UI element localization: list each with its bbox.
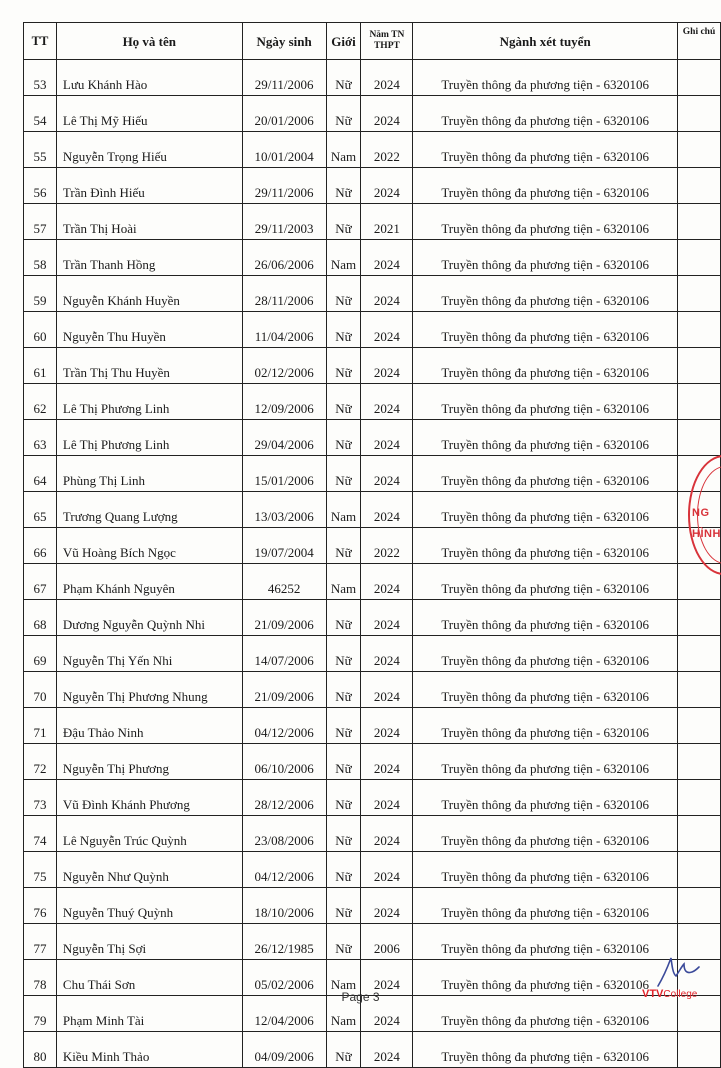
date-of-birth-cell: 04/12/2006: [242, 852, 326, 888]
note-cell: [678, 168, 721, 204]
student-name-cell: Nguyễn Thị Yến Nhi: [56, 636, 242, 672]
gender-cell: Nữ: [326, 456, 361, 492]
table-row: [24, 276, 721, 312]
admission-major-cell: Truyền thông đa phương tiện - 6320106: [413, 312, 678, 348]
table-row: [24, 60, 721, 96]
student-name-cell: Nguyễn Thu Huyền: [56, 312, 242, 348]
row-number-cell: 79: [24, 996, 57, 1032]
date-of-birth-cell: 15/01/2006: [242, 456, 326, 492]
admission-major-cell: Truyền thông đa phương tiện - 6320106: [413, 708, 678, 744]
logo-suffix: College: [663, 989, 698, 1000]
student-name-cell: Trần Thị Thu Huyền: [56, 348, 242, 384]
table-row: [24, 1032, 721, 1068]
gender-cell: Nữ: [326, 1032, 361, 1068]
gender-cell: Nữ: [326, 312, 361, 348]
student-name-cell: Nguyễn Thuý Quỳnh: [56, 888, 242, 924]
admission-major-cell: Truyền thông đa phương tiện - 6320106: [413, 240, 678, 276]
header-name: Họ và tên: [56, 23, 242, 60]
row-number-cell: 76: [24, 888, 57, 924]
student-name-cell: Nguyễn Như Quỳnh: [56, 852, 242, 888]
graduation-year-cell: 2024: [361, 708, 413, 744]
note-cell: [678, 204, 721, 240]
row-number-cell: 66: [24, 528, 57, 564]
student-name-cell: Đậu Thảo Ninh: [56, 708, 242, 744]
student-name-cell: Lê Thị Mỹ Hiếu: [56, 96, 242, 132]
table-row: [24, 312, 721, 348]
row-number-cell: 60: [24, 312, 57, 348]
row-number-cell: 54: [24, 96, 57, 132]
date-of-birth-cell: 21/09/2006: [242, 600, 326, 636]
note-cell: [678, 1032, 721, 1068]
date-of-birth-cell: 29/11/2006: [242, 168, 326, 204]
gender-cell: Nữ: [326, 60, 361, 96]
graduation-year-cell: 2024: [361, 420, 413, 456]
admission-major-cell: Truyền thông đa phương tiện - 6320106: [413, 132, 678, 168]
student-name-cell: Nguyễn Khánh Huyền: [56, 276, 242, 312]
graduation-year-cell: 2022: [361, 132, 413, 168]
admission-major-cell: Truyền thông đa phương tiện - 6320106: [413, 168, 678, 204]
date-of-birth-cell: 46252: [242, 564, 326, 600]
student-name-cell: Nguyễn Thị Phương: [56, 744, 242, 780]
student-name-cell: Lưu Khánh Hào: [56, 60, 242, 96]
note-cell: [678, 852, 721, 888]
student-name-cell: Nguyễn Thị Phương Nhung: [56, 672, 242, 708]
row-number-cell: 74: [24, 816, 57, 852]
gender-cell: Nữ: [326, 852, 361, 888]
admission-major-cell: Truyền thông đa phương tiện - 6320106: [413, 276, 678, 312]
gender-cell: Nữ: [326, 636, 361, 672]
table-row: [24, 636, 721, 672]
graduation-year-cell: 2024: [361, 744, 413, 780]
graduation-year-cell: 2024: [361, 384, 413, 420]
table-body: [24, 60, 721, 1068]
gender-cell: Nam: [326, 564, 361, 600]
gender-cell: Nữ: [326, 168, 361, 204]
table-row: [24, 744, 721, 780]
red-seal-stamp: [688, 455, 721, 580]
note-cell: [678, 348, 721, 384]
gender-cell: Nữ: [326, 924, 361, 960]
table-row: [24, 132, 721, 168]
row-number-cell: 57: [24, 204, 57, 240]
graduation-year-cell: 2024: [361, 456, 413, 492]
graduation-year-cell: 2024: [361, 672, 413, 708]
gender-cell: Nữ: [326, 204, 361, 240]
student-name-cell: Trần Thanh Hồng: [56, 240, 242, 276]
table-row: [24, 528, 721, 564]
table-row: [24, 204, 721, 240]
logo-wordmark: [642, 988, 697, 1000]
admission-major-cell: Truyền thông đa phương tiện - 6320106: [413, 60, 678, 96]
row-number-cell: 58: [24, 240, 57, 276]
row-number-cell: 68: [24, 600, 57, 636]
date-of-birth-cell: 21/09/2006: [242, 672, 326, 708]
table-row: [24, 348, 721, 384]
note-cell: [678, 600, 721, 636]
row-number-cell: 55: [24, 132, 57, 168]
table-row: [24, 420, 721, 456]
table-row: [24, 672, 721, 708]
date-of-birth-cell: 12/04/2006: [242, 996, 326, 1032]
graduation-year-cell: 2024: [361, 492, 413, 528]
gender-cell: Nữ: [326, 888, 361, 924]
student-name-cell: Phùng Thị Linh: [56, 456, 242, 492]
stamp-text-line2: HÌNH: [692, 528, 721, 540]
date-of-birth-cell: 28/11/2006: [242, 276, 326, 312]
gender-cell: Nữ: [326, 708, 361, 744]
admission-major-cell: Truyền thông đa phương tiện - 6320106: [413, 672, 678, 708]
note-cell: [678, 780, 721, 816]
date-of-birth-cell: 23/08/2006: [242, 816, 326, 852]
table-row: [24, 924, 721, 960]
college-logo: [640, 952, 721, 1002]
header-gender: Giới: [326, 23, 361, 60]
graduation-year-cell: 2024: [361, 1032, 413, 1068]
gender-cell: Nữ: [326, 528, 361, 564]
header-dob: Ngày sinh: [242, 23, 326, 60]
graduation-year-cell: 2024: [361, 888, 413, 924]
date-of-birth-cell: 02/12/2006: [242, 348, 326, 384]
date-of-birth-cell: 29/04/2006: [242, 420, 326, 456]
student-name-cell: Trương Quang Lượng: [56, 492, 242, 528]
table-row: [24, 492, 721, 528]
header-major: Ngành xét tuyển: [413, 23, 678, 60]
student-name-cell: Lê Thị Phương Linh: [56, 420, 242, 456]
row-number-cell: 61: [24, 348, 57, 384]
date-of-birth-cell: 20/01/2006: [242, 96, 326, 132]
student-name-cell: Vũ Hoàng Bích Ngọc: [56, 528, 242, 564]
row-number-cell: 70: [24, 672, 57, 708]
note-cell: [678, 60, 721, 96]
graduation-year-cell: 2024: [361, 780, 413, 816]
row-number-cell: 56: [24, 168, 57, 204]
admission-major-cell: Truyền thông đa phương tiện - 6320106: [413, 636, 678, 672]
note-cell: [678, 672, 721, 708]
row-number-cell: 75: [24, 852, 57, 888]
row-number-cell: 62: [24, 384, 57, 420]
gender-cell: Nữ: [326, 816, 361, 852]
admission-major-cell: Truyền thông đa phương tiện - 6320106: [413, 996, 678, 1032]
student-name-cell: Nguyễn Thị Sợi: [56, 924, 242, 960]
date-of-birth-cell: 13/03/2006: [242, 492, 326, 528]
note-cell: [678, 132, 721, 168]
graduation-year-cell: 2021: [361, 204, 413, 240]
student-name-cell: Trần Thị Hoài: [56, 204, 242, 240]
table-row: [24, 600, 721, 636]
graduation-year-cell: 2024: [361, 96, 413, 132]
table-row: [24, 852, 721, 888]
student-name-cell: Kiều Minh Thảo: [56, 1032, 242, 1068]
row-number-cell: 63: [24, 420, 57, 456]
student-name-cell: Trần Đình Hiếu: [56, 168, 242, 204]
note-cell: [678, 276, 721, 312]
graduation-year-cell: 2024: [361, 240, 413, 276]
table-row: [24, 384, 721, 420]
date-of-birth-cell: 12/09/2006: [242, 384, 326, 420]
row-number-cell: 53: [24, 60, 57, 96]
row-number-cell: 64: [24, 456, 57, 492]
row-number-cell: 65: [24, 492, 57, 528]
graduation-year-cell: 2024: [361, 348, 413, 384]
note-cell: [678, 420, 721, 456]
graduation-year-cell: 2024: [361, 960, 413, 996]
admission-major-cell: Truyền thông đa phương tiện - 6320106: [413, 564, 678, 600]
gender-cell: Nam: [326, 132, 361, 168]
date-of-birth-cell: 26/12/1985: [242, 924, 326, 960]
note-cell: [678, 240, 721, 276]
table-row: [24, 816, 721, 852]
note-cell: [678, 636, 721, 672]
date-of-birth-cell: 14/07/2006: [242, 636, 326, 672]
row-number-cell: 72: [24, 744, 57, 780]
row-number-cell: 77: [24, 924, 57, 960]
date-of-birth-cell: 19/07/2004: [242, 528, 326, 564]
date-of-birth-cell: 18/10/2006: [242, 888, 326, 924]
date-of-birth-cell: 05/02/2006: [242, 960, 326, 996]
gender-cell: Nữ: [326, 744, 361, 780]
graduation-year-cell: 2024: [361, 852, 413, 888]
gender-cell: Nữ: [326, 600, 361, 636]
admission-major-cell: Truyền thông đa phương tiện - 6320106: [413, 420, 678, 456]
gender-cell: Nữ: [326, 420, 361, 456]
header-tt: TT: [24, 23, 57, 60]
row-number-cell: 69: [24, 636, 57, 672]
date-of-birth-cell: 28/12/2006: [242, 780, 326, 816]
header-note: Ghi chú: [678, 23, 721, 60]
gender-cell: Nữ: [326, 384, 361, 420]
admission-major-cell: Truyền thông đa phương tiện - 6320106: [413, 744, 678, 780]
student-name-cell: Phạm Khánh Nguyên: [56, 564, 242, 600]
table-row: [24, 708, 721, 744]
date-of-birth-cell: 26/06/2006: [242, 240, 326, 276]
note-cell: [678, 708, 721, 744]
admission-major-cell: Truyền thông đa phương tiện - 6320106: [413, 348, 678, 384]
student-name-cell: Lê Nguyễn Trúc Quỳnh: [56, 816, 242, 852]
graduation-year-cell: 2024: [361, 60, 413, 96]
admission-major-cell: Truyền thông đa phương tiện - 6320106: [413, 780, 678, 816]
row-number-cell: 71: [24, 708, 57, 744]
stamp-text-line1: NG: [692, 507, 710, 519]
date-of-birth-cell: 06/10/2006: [242, 744, 326, 780]
row-number-cell: 59: [24, 276, 57, 312]
page-number: Page 3: [341, 990, 380, 1004]
graduation-year-cell: 2024: [361, 600, 413, 636]
gender-cell: Nam: [326, 240, 361, 276]
table-row: [24, 564, 721, 600]
date-of-birth-cell: 29/11/2003: [242, 204, 326, 240]
header-grad-year-line2: THPT: [373, 41, 400, 51]
row-number-cell: 73: [24, 780, 57, 816]
graduation-year-cell: 2022: [361, 528, 413, 564]
student-name-cell: Vũ Đình Khánh Phương: [56, 780, 242, 816]
student-name-cell: Phạm Minh Tài: [56, 996, 242, 1032]
note-cell: [678, 816, 721, 852]
admission-major-cell: Truyền thông đa phương tiện - 6320106: [413, 456, 678, 492]
student-name-cell: Dương Nguyễn Quỳnh Nhi: [56, 600, 242, 636]
gender-cell: Nữ: [326, 96, 361, 132]
admission-major-cell: Truyền thông đa phương tiện - 6320106: [413, 600, 678, 636]
date-of-birth-cell: 04/12/2006: [242, 708, 326, 744]
gender-cell: Nữ: [326, 672, 361, 708]
graduation-year-cell: 2024: [361, 276, 413, 312]
graduation-year-cell: 2024: [361, 564, 413, 600]
note-cell: [678, 96, 721, 132]
admission-major-cell: Truyền thông đa phương tiện - 6320106: [413, 852, 678, 888]
date-of-birth-cell: 04/09/2006: [242, 1032, 326, 1068]
graduation-year-cell: 2006: [361, 924, 413, 960]
graduation-year-cell: 2024: [361, 996, 413, 1032]
date-of-birth-cell: 29/11/2006: [242, 60, 326, 96]
gender-cell: Nữ: [326, 276, 361, 312]
student-name-cell: Nguyễn Trọng Hiếu: [56, 132, 242, 168]
note-cell: [678, 312, 721, 348]
table-row: [24, 168, 721, 204]
table-header-row: [24, 23, 721, 60]
graduation-year-cell: 2024: [361, 816, 413, 852]
student-name-cell: Lê Thị Phương Linh: [56, 384, 242, 420]
admission-major-cell: Truyền thông đa phương tiện - 6320106: [413, 204, 678, 240]
admission-major-cell: Truyền thông đa phương tiện - 6320106: [413, 1032, 678, 1068]
graduation-year-cell: 2024: [361, 168, 413, 204]
admission-major-cell: Truyền thông đa phương tiện - 6320106: [413, 384, 678, 420]
admission-major-cell: Truyền thông đa phương tiện - 6320106: [413, 528, 678, 564]
table-row: [24, 240, 721, 276]
date-of-birth-cell: 10/01/2004: [242, 132, 326, 168]
table-row: [24, 96, 721, 132]
gender-cell: Nữ: [326, 780, 361, 816]
date-of-birth-cell: 11/04/2006: [242, 312, 326, 348]
header-grad-year-line1: Năm TN: [369, 30, 405, 41]
table-row: [24, 456, 721, 492]
admission-major-cell: Truyền thông đa phương tiện - 6320106: [413, 924, 678, 960]
gender-cell: Nữ: [326, 348, 361, 384]
admission-major-cell: Truyền thông đa phương tiện - 6320106: [413, 888, 678, 924]
admission-major-cell: Truyền thông đa phương tiện - 6320106: [413, 96, 678, 132]
admission-list-table: [23, 22, 721, 1068]
header-grad-year: [361, 23, 413, 60]
admission-major-cell: Truyền thông đa phương tiện - 6320106: [413, 816, 678, 852]
table-row: [24, 888, 721, 924]
admission-major-cell: Truyền thông đa phương tiện - 6320106: [413, 492, 678, 528]
signature-swoosh-icon: [640, 952, 700, 990]
admission-major-cell: Truyền thông đa phương tiện - 6320106: [413, 960, 678, 996]
gender-cell: Nam: [326, 492, 361, 528]
row-number-cell: 80: [24, 1032, 57, 1068]
logo-brand: VTV: [642, 988, 664, 1000]
graduation-year-cell: 2024: [361, 636, 413, 672]
row-number-cell: 78: [24, 960, 57, 996]
graduation-year-cell: 2024: [361, 312, 413, 348]
gender-cell: Nam: [326, 960, 361, 996]
row-number-cell: 67: [24, 564, 57, 600]
note-cell: [678, 384, 721, 420]
table-row: [24, 780, 721, 816]
note-cell: [678, 744, 721, 780]
gender-cell: Nam: [326, 996, 361, 1032]
student-name-cell: Chu Thái Sơn: [56, 960, 242, 996]
note-cell: [678, 888, 721, 924]
